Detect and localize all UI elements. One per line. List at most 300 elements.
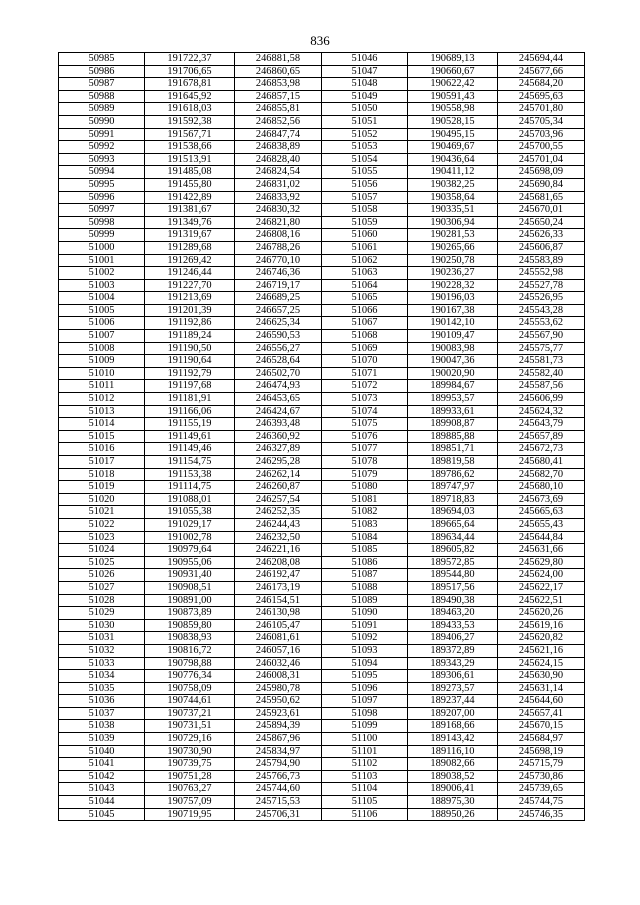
x-coordinate-left: 191190,64 — [145, 355, 235, 368]
y-coordinate-right: 245624,15 — [498, 657, 585, 670]
x-coordinate-right: 189463,20 — [408, 607, 498, 620]
point-number-left: 51023 — [59, 531, 145, 544]
x-coordinate-right: 189116,10 — [408, 745, 498, 758]
x-coordinate-left: 191213,69 — [145, 292, 235, 305]
y-coordinate-right: 245644,84 — [498, 531, 585, 544]
point-number-left: 51041 — [59, 758, 145, 771]
x-coordinate-right: 190236,27 — [408, 267, 498, 280]
x-coordinate-left: 191002,78 — [145, 531, 235, 544]
y-coordinate-left: 246746,36 — [235, 267, 322, 280]
y-coordinate-right: 245715,79 — [498, 758, 585, 771]
x-coordinate-right: 189885,88 — [408, 430, 498, 443]
y-coordinate-right: 245527,78 — [498, 279, 585, 292]
point-number-right: 51101 — [322, 745, 408, 758]
y-coordinate-right: 245694,44 — [498, 53, 585, 66]
table-row — [59, 619, 585, 632]
point-number-left: 50996 — [59, 191, 145, 204]
x-coordinate-right: 190335,51 — [408, 204, 498, 217]
y-coordinate-left: 246221,16 — [235, 544, 322, 557]
y-coordinate-right: 245684,20 — [498, 78, 585, 91]
point-number-right: 51050 — [322, 103, 408, 116]
table-row — [59, 569, 585, 582]
y-coordinate-right: 245680,10 — [498, 481, 585, 494]
x-coordinate-left: 191485,08 — [145, 166, 235, 179]
table-row — [59, 115, 585, 128]
y-coordinate-right: 245698,09 — [498, 166, 585, 179]
x-coordinate-left: 191192,86 — [145, 317, 235, 330]
x-coordinate-right: 189819,58 — [408, 456, 498, 469]
x-coordinate-left: 191706,65 — [145, 65, 235, 78]
point-number-left: 51007 — [59, 330, 145, 343]
x-coordinate-left: 191455,80 — [145, 178, 235, 191]
point-number-right: 51104 — [322, 783, 408, 796]
x-coordinate-right: 189038,52 — [408, 770, 498, 783]
point-number-left: 51044 — [59, 796, 145, 809]
x-coordinate-left: 191381,67 — [145, 204, 235, 217]
y-coordinate-right: 245701,04 — [498, 153, 585, 166]
point-number-left: 51020 — [59, 493, 145, 506]
y-coordinate-left: 246847,74 — [235, 128, 322, 141]
point-number-left: 50985 — [59, 53, 145, 66]
y-coordinate-right: 245552,98 — [498, 267, 585, 280]
x-coordinate-left: 190873,89 — [145, 607, 235, 620]
y-coordinate-right: 245644,60 — [498, 695, 585, 708]
point-number-left: 50990 — [59, 115, 145, 128]
point-number-left: 51035 — [59, 682, 145, 695]
point-number-right: 51047 — [322, 65, 408, 78]
y-coordinate-left: 246590,53 — [235, 330, 322, 343]
x-coordinate-right: 189605,82 — [408, 544, 498, 557]
y-coordinate-right: 245606,99 — [498, 393, 585, 406]
point-number-right: 51096 — [322, 682, 408, 695]
table-row — [59, 342, 585, 355]
point-number-left: 51009 — [59, 355, 145, 368]
y-coordinate-left: 245744,60 — [235, 783, 322, 796]
y-coordinate-right: 245684,97 — [498, 733, 585, 746]
point-number-left: 51033 — [59, 657, 145, 670]
y-coordinate-left: 246154,51 — [235, 594, 322, 607]
point-number-left: 50988 — [59, 90, 145, 103]
x-coordinate-left: 191319,67 — [145, 229, 235, 242]
y-coordinate-right: 245624,00 — [498, 569, 585, 582]
table-row — [59, 267, 585, 280]
y-coordinate-left: 246360,92 — [235, 430, 322, 443]
x-coordinate-right: 188975,30 — [408, 796, 498, 809]
point-number-right: 51086 — [322, 556, 408, 569]
point-number-right: 51084 — [322, 531, 408, 544]
x-coordinate-left: 191201,39 — [145, 304, 235, 317]
x-coordinate-left: 190891,00 — [145, 594, 235, 607]
point-number-left: 51045 — [59, 808, 145, 821]
point-number-left: 51021 — [59, 506, 145, 519]
point-number-left: 51012 — [59, 393, 145, 406]
table-row — [59, 304, 585, 317]
x-coordinate-left: 190751,28 — [145, 770, 235, 783]
table-row — [59, 594, 585, 607]
y-coordinate-right: 245624,32 — [498, 405, 585, 418]
table-row — [59, 493, 585, 506]
x-coordinate-right: 189786,62 — [408, 468, 498, 481]
y-coordinate-left: 246244,43 — [235, 518, 322, 531]
point-number-right: 51054 — [322, 153, 408, 166]
x-coordinate-right: 189544,80 — [408, 569, 498, 582]
point-number-right: 51092 — [322, 632, 408, 645]
point-number-right: 51061 — [322, 241, 408, 254]
point-number-right: 51090 — [322, 607, 408, 620]
x-coordinate-right: 189933,61 — [408, 405, 498, 418]
point-number-left: 51001 — [59, 254, 145, 267]
point-number-right: 51064 — [322, 279, 408, 292]
point-number-left: 50989 — [59, 103, 145, 116]
y-coordinate-left: 246838,89 — [235, 141, 322, 154]
point-number-right: 51048 — [322, 78, 408, 91]
table-row — [59, 393, 585, 406]
table-row — [59, 330, 585, 343]
x-coordinate-right: 190109,47 — [408, 330, 498, 343]
y-coordinate-right: 245705,34 — [498, 115, 585, 128]
point-number-right: 51089 — [322, 594, 408, 607]
point-number-right: 51095 — [322, 670, 408, 683]
y-coordinate-left: 245794,90 — [235, 758, 322, 771]
x-coordinate-left: 191246,44 — [145, 267, 235, 280]
point-number-right: 51060 — [322, 229, 408, 242]
x-coordinate-left: 191114,75 — [145, 481, 235, 494]
x-coordinate-right: 190047,36 — [408, 355, 498, 368]
x-coordinate-left: 190931,40 — [145, 569, 235, 582]
point-number-left: 51011 — [59, 380, 145, 393]
x-coordinate-left: 191592,38 — [145, 115, 235, 128]
x-coordinate-right: 190495,15 — [408, 128, 498, 141]
table-row — [59, 657, 585, 670]
x-coordinate-right: 189953,57 — [408, 393, 498, 406]
table-row — [59, 166, 585, 179]
x-coordinate-left: 191149,61 — [145, 430, 235, 443]
x-coordinate-right: 189343,29 — [408, 657, 498, 670]
y-coordinate-right: 245567,90 — [498, 330, 585, 343]
table-row — [59, 90, 585, 103]
x-coordinate-right: 189984,67 — [408, 380, 498, 393]
point-number-right: 51076 — [322, 430, 408, 443]
point-number-right: 51099 — [322, 720, 408, 733]
x-coordinate-right: 190469,67 — [408, 141, 498, 154]
point-number-left: 51010 — [59, 367, 145, 380]
point-number-left: 51040 — [59, 745, 145, 758]
point-number-right: 51070 — [322, 355, 408, 368]
table-row — [59, 103, 585, 116]
y-coordinate-left: 246257,54 — [235, 493, 322, 506]
point-number-left: 51031 — [59, 632, 145, 645]
table-row — [59, 581, 585, 594]
point-number-right: 51103 — [322, 770, 408, 783]
table-row — [59, 644, 585, 657]
x-coordinate-right: 188950,26 — [408, 808, 498, 821]
table-row — [59, 380, 585, 393]
point-number-left: 51027 — [59, 581, 145, 594]
x-coordinate-left: 190908,51 — [145, 581, 235, 594]
table-row — [59, 720, 585, 733]
y-coordinate-left: 245867,96 — [235, 733, 322, 746]
point-number-right: 51098 — [322, 707, 408, 720]
x-coordinate-left: 191029,17 — [145, 518, 235, 531]
y-coordinate-right: 245553,62 — [498, 317, 585, 330]
table-row — [59, 78, 585, 91]
x-coordinate-left: 191618,03 — [145, 103, 235, 116]
x-coordinate-right: 190358,64 — [408, 191, 498, 204]
y-coordinate-left: 246808,16 — [235, 229, 322, 242]
point-number-left: 51013 — [59, 405, 145, 418]
x-coordinate-right: 190020,90 — [408, 367, 498, 380]
x-coordinate-left: 191166,06 — [145, 405, 235, 418]
table-row — [59, 229, 585, 242]
point-number-left: 51039 — [59, 733, 145, 746]
point-number-right: 51067 — [322, 317, 408, 330]
table-row — [59, 279, 585, 292]
point-number-right: 51097 — [322, 695, 408, 708]
y-coordinate-right: 245626,33 — [498, 229, 585, 242]
x-coordinate-right: 190411,12 — [408, 166, 498, 179]
point-number-left: 50997 — [59, 204, 145, 217]
point-number-left: 51003 — [59, 279, 145, 292]
point-number-left: 50992 — [59, 141, 145, 154]
y-coordinate-left: 246788,26 — [235, 241, 322, 254]
point-number-left: 50998 — [59, 216, 145, 229]
point-number-left: 51043 — [59, 783, 145, 796]
y-coordinate-left: 246528,64 — [235, 355, 322, 368]
x-coordinate-right: 189306,61 — [408, 670, 498, 683]
x-coordinate-left: 191189,24 — [145, 330, 235, 343]
x-coordinate-right: 189406,27 — [408, 632, 498, 645]
table-row — [59, 128, 585, 141]
x-coordinate-right: 190436,64 — [408, 153, 498, 166]
y-coordinate-left: 246453,65 — [235, 393, 322, 406]
y-coordinate-right: 245681,65 — [498, 191, 585, 204]
point-number-right: 51077 — [322, 443, 408, 456]
point-number-left: 51002 — [59, 267, 145, 280]
x-coordinate-left: 190955,06 — [145, 556, 235, 569]
table-row — [59, 418, 585, 431]
x-coordinate-right: 189747,97 — [408, 481, 498, 494]
y-coordinate-right: 245695,63 — [498, 90, 585, 103]
table-row — [59, 783, 585, 796]
point-number-right: 51085 — [322, 544, 408, 557]
point-number-right: 51082 — [322, 506, 408, 519]
x-coordinate-right: 189572,85 — [408, 556, 498, 569]
x-coordinate-left: 190763,27 — [145, 783, 235, 796]
point-number-right: 51071 — [322, 367, 408, 380]
y-coordinate-left: 246719,17 — [235, 279, 322, 292]
x-coordinate-right: 190306,94 — [408, 216, 498, 229]
y-coordinate-right: 245629,80 — [498, 556, 585, 569]
point-number-left: 51017 — [59, 456, 145, 469]
point-number-right: 51080 — [322, 481, 408, 494]
table-row — [59, 745, 585, 758]
y-coordinate-left: 246881,58 — [235, 53, 322, 66]
y-coordinate-left: 246393,48 — [235, 418, 322, 431]
point-number-left: 51019 — [59, 481, 145, 494]
table-row — [59, 808, 585, 821]
point-number-right: 51102 — [322, 758, 408, 771]
y-coordinate-left: 246821,80 — [235, 216, 322, 229]
x-coordinate-right: 189207,00 — [408, 707, 498, 720]
x-coordinate-left: 191567,71 — [145, 128, 235, 141]
x-coordinate-right: 189718,83 — [408, 493, 498, 506]
y-coordinate-right: 245622,17 — [498, 581, 585, 594]
x-coordinate-left: 191422,89 — [145, 191, 235, 204]
table-row — [59, 556, 585, 569]
y-coordinate-right: 245620,82 — [498, 632, 585, 645]
point-number-right: 51059 — [322, 216, 408, 229]
point-number-left: 51000 — [59, 241, 145, 254]
x-coordinate-right: 190265,66 — [408, 241, 498, 254]
y-coordinate-left: 246032,46 — [235, 657, 322, 670]
y-coordinate-right: 245581,73 — [498, 355, 585, 368]
y-coordinate-right: 245630,90 — [498, 670, 585, 683]
y-coordinate-right: 245643,79 — [498, 418, 585, 431]
y-coordinate-right: 245672,73 — [498, 443, 585, 456]
point-number-left: 51024 — [59, 544, 145, 557]
x-coordinate-left: 190739,75 — [145, 758, 235, 771]
table-row — [59, 430, 585, 443]
y-coordinate-left: 246208,08 — [235, 556, 322, 569]
table-row — [59, 544, 585, 557]
point-number-right: 51073 — [322, 393, 408, 406]
y-coordinate-right: 245746,35 — [498, 808, 585, 821]
point-number-left: 50993 — [59, 153, 145, 166]
y-coordinate-left: 246556,27 — [235, 342, 322, 355]
y-coordinate-left: 246192,47 — [235, 569, 322, 582]
table-row — [59, 254, 585, 267]
table-row — [59, 770, 585, 783]
table-row — [59, 443, 585, 456]
table-row — [59, 682, 585, 695]
y-coordinate-left: 246860,65 — [235, 65, 322, 78]
point-number-right: 51057 — [322, 191, 408, 204]
y-coordinate-left: 245834,97 — [235, 745, 322, 758]
y-coordinate-left: 246830,32 — [235, 204, 322, 217]
y-coordinate-right: 245673,69 — [498, 493, 585, 506]
x-coordinate-right: 190228,32 — [408, 279, 498, 292]
x-coordinate-right: 189082,66 — [408, 758, 498, 771]
point-number-right: 51065 — [322, 292, 408, 305]
table-row — [59, 178, 585, 191]
x-coordinate-right: 189851,71 — [408, 443, 498, 456]
table-row — [59, 456, 585, 469]
point-number-right: 51078 — [322, 456, 408, 469]
x-coordinate-right: 189237,44 — [408, 695, 498, 708]
y-coordinate-right: 245543,28 — [498, 304, 585, 317]
point-number-right: 51105 — [322, 796, 408, 809]
x-coordinate-right: 189490,38 — [408, 594, 498, 607]
table-row — [59, 531, 585, 544]
x-coordinate-right: 189273,57 — [408, 682, 498, 695]
y-coordinate-left: 246831,02 — [235, 178, 322, 191]
y-coordinate-right: 245606,87 — [498, 241, 585, 254]
y-coordinate-right: 245670,01 — [498, 204, 585, 217]
x-coordinate-right: 190528,15 — [408, 115, 498, 128]
table-row — [59, 367, 585, 380]
point-number-left: 51015 — [59, 430, 145, 443]
x-coordinate-left: 191678,81 — [145, 78, 235, 91]
coordinates-table — [58, 52, 585, 821]
x-coordinate-right: 190591,43 — [408, 90, 498, 103]
y-coordinate-right: 245680,41 — [498, 456, 585, 469]
y-coordinate-left: 246008,31 — [235, 670, 322, 683]
point-number-right: 51049 — [322, 90, 408, 103]
x-coordinate-left: 191722,37 — [145, 53, 235, 66]
point-number-right: 51069 — [322, 342, 408, 355]
point-number-left: 51026 — [59, 569, 145, 582]
x-coordinate-left: 191513,91 — [145, 153, 235, 166]
point-number-right: 51066 — [322, 304, 408, 317]
x-coordinate-left: 191190,50 — [145, 342, 235, 355]
table-row — [59, 468, 585, 481]
table-row — [59, 216, 585, 229]
x-coordinate-left: 191155,19 — [145, 418, 235, 431]
point-number-left: 51028 — [59, 594, 145, 607]
y-coordinate-left: 246657,25 — [235, 304, 322, 317]
y-coordinate-right: 245682,70 — [498, 468, 585, 481]
point-number-right: 51091 — [322, 619, 408, 632]
x-coordinate-left: 191269,42 — [145, 254, 235, 267]
page-number: 836 — [310, 33, 330, 48]
x-coordinate-left: 190838,93 — [145, 632, 235, 645]
y-coordinate-right: 245739,65 — [498, 783, 585, 796]
point-number-left: 51034 — [59, 670, 145, 683]
x-coordinate-left: 191538,66 — [145, 141, 235, 154]
table-row — [59, 204, 585, 217]
coordinates-table-body — [59, 53, 585, 821]
table-row — [59, 733, 585, 746]
table-row — [59, 670, 585, 683]
point-number-left: 50987 — [59, 78, 145, 91]
x-coordinate-left: 190737,21 — [145, 707, 235, 720]
x-coordinate-right: 190142,10 — [408, 317, 498, 330]
x-coordinate-left: 191055,38 — [145, 506, 235, 519]
y-coordinate-left: 246770,10 — [235, 254, 322, 267]
y-coordinate-left: 245715,53 — [235, 796, 322, 809]
y-coordinate-left: 245980,78 — [235, 682, 322, 695]
x-coordinate-right: 190622,42 — [408, 78, 498, 91]
x-coordinate-right: 189143,42 — [408, 733, 498, 746]
point-number-left: 51005 — [59, 304, 145, 317]
y-coordinate-left: 245923,61 — [235, 707, 322, 720]
y-coordinate-right: 245703,96 — [498, 128, 585, 141]
y-coordinate-right: 245690,84 — [498, 178, 585, 191]
table-row — [59, 53, 585, 66]
table-row — [59, 65, 585, 78]
x-coordinate-right: 189372,89 — [408, 644, 498, 657]
y-coordinate-right: 245620,26 — [498, 607, 585, 620]
table-row — [59, 707, 585, 720]
x-coordinate-left: 190979,64 — [145, 544, 235, 557]
y-coordinate-left: 246260,87 — [235, 481, 322, 494]
y-coordinate-right: 245698,19 — [498, 745, 585, 758]
x-coordinate-right: 189168,66 — [408, 720, 498, 733]
point-number-left: 51014 — [59, 418, 145, 431]
point-number-left: 51032 — [59, 644, 145, 657]
x-coordinate-left: 190859,80 — [145, 619, 235, 632]
table-row — [59, 191, 585, 204]
x-coordinate-left: 191181,91 — [145, 393, 235, 406]
y-coordinate-right: 245631,14 — [498, 682, 585, 695]
x-coordinate-left: 191197,68 — [145, 380, 235, 393]
x-coordinate-right: 190167,38 — [408, 304, 498, 317]
y-coordinate-left: 246424,67 — [235, 405, 322, 418]
y-coordinate-left: 246824,54 — [235, 166, 322, 179]
y-coordinate-right: 245582,40 — [498, 367, 585, 380]
y-coordinate-right: 245619,16 — [498, 619, 585, 632]
point-number-right: 51058 — [322, 204, 408, 217]
